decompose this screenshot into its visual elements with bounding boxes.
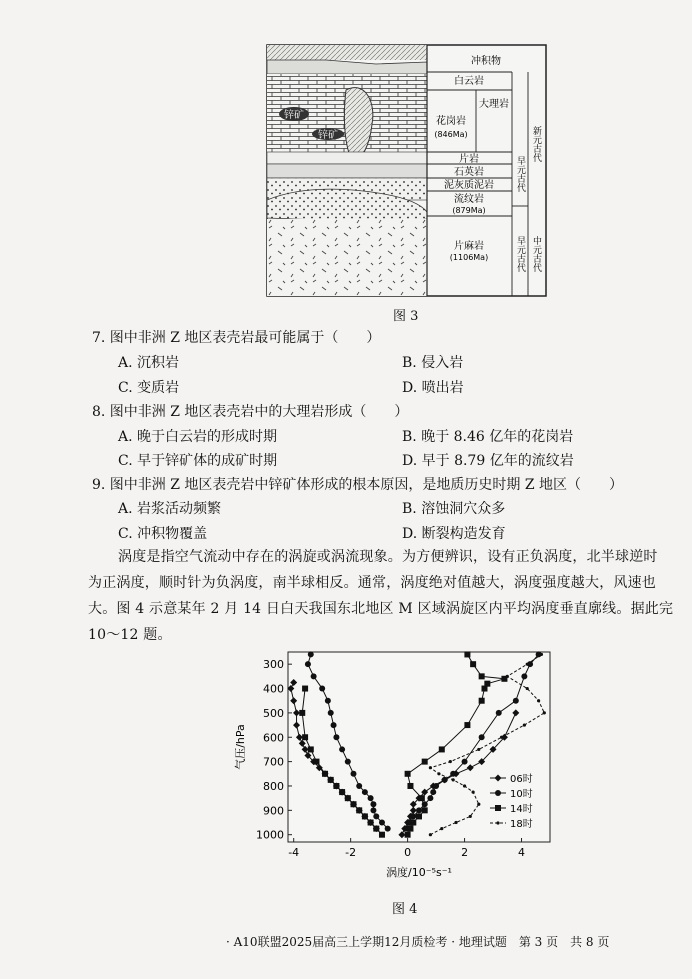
data-point	[479, 734, 485, 740]
data-point	[410, 813, 416, 819]
question-7-option-b: B. 侵入岩	[402, 355, 464, 371]
data-point	[345, 795, 351, 801]
data-point	[339, 789, 345, 795]
question-9-option-c: C. 冲积物覆盖	[118, 526, 208, 542]
passage-line-3: 大。图 4 示意某年 2 月 14 日白天我国东北地区 M 区域涡旋区内平均涡度垂直廓线。据此完	[88, 601, 674, 617]
data-point	[319, 686, 325, 692]
data-point	[305, 661, 311, 667]
data-point	[470, 661, 476, 667]
era-label-0: 新元古代	[531, 126, 541, 162]
data-point	[429, 833, 432, 836]
data-point	[495, 790, 501, 796]
y-tick-label: 700	[263, 755, 284, 769]
data-point	[368, 820, 374, 826]
data-point	[351, 801, 357, 807]
data-point	[308, 746, 314, 752]
data-point	[351, 771, 357, 777]
stratum-label-4: 片岩	[459, 154, 479, 165]
stratum-label-3: 花岗岩	[436, 116, 466, 127]
data-point	[479, 673, 485, 679]
data-point	[419, 795, 425, 801]
data-point	[506, 675, 509, 678]
passage-line-1: 涡度是指空气流动中存在的涡旋或涡流现象。为方便辨识，设有正负涡度，北半球逆时	[118, 549, 658, 565]
data-point	[479, 698, 485, 704]
data-point	[345, 759, 351, 765]
data-point	[299, 710, 305, 716]
data-point	[496, 710, 502, 716]
data-point	[513, 698, 519, 704]
data-point	[368, 795, 374, 801]
y-tick-label: 400	[263, 682, 284, 696]
y-tick-label: 900	[263, 804, 284, 818]
question-7-option-c: C. 变质岩	[118, 380, 180, 396]
ore-label-1: 锌矿	[284, 110, 304, 121]
data-point	[464, 722, 470, 728]
y-tick-label: 500	[263, 706, 284, 720]
era-label-2: 中元古代	[531, 236, 541, 272]
data-point	[405, 832, 411, 838]
data-point	[433, 783, 439, 789]
ore-label-2: 锌矿	[318, 130, 338, 141]
question-8-stem: 8. 图中非洲 Z 地区表壳岩中的大理岩形成（ ）	[92, 404, 409, 420]
data-point	[422, 759, 428, 765]
question-8-option-d: D. 早于 8.79 亿年的流纹岩	[402, 453, 574, 469]
data-point	[373, 826, 379, 832]
data-point	[370, 801, 376, 807]
data-point	[362, 789, 368, 795]
data-point	[427, 795, 433, 801]
data-point	[496, 821, 499, 824]
data-point	[537, 699, 540, 702]
data-point	[454, 821, 457, 824]
stratum-age-7: (879Ma)	[452, 206, 486, 215]
data-point	[540, 653, 543, 656]
passage-line-2: 为正涡度，顺时针为负涡度，南半球相反。通常，涡度绝对值越大，涡度强度越大，风速也	[88, 575, 656, 591]
x-tick-label: -4	[288, 846, 300, 859]
y-tick-label: 300	[263, 658, 284, 672]
figure3-stratigraphic-column	[266, 44, 548, 298]
legend-label: 10时	[510, 789, 533, 800]
question-8-option-b: B. 晚于 8.46 亿年的花岗岩	[402, 429, 574, 445]
data-point	[416, 813, 422, 819]
x-tick-label: -2	[345, 846, 357, 859]
data-point	[429, 766, 432, 769]
stratum-age-3: (846Ma)	[434, 130, 468, 139]
data-point	[430, 789, 436, 795]
data-point	[437, 772, 440, 775]
data-point	[362, 813, 368, 819]
question-7-option-a: A. 沉积岩	[118, 355, 180, 371]
data-point	[526, 663, 529, 666]
data-point	[370, 807, 376, 813]
page-footer: · A10联盟2025届高三上学期12月质检考 · 地理试题 第 3 页 共 8 页	[226, 935, 610, 949]
legend-label: 06时	[510, 774, 533, 785]
data-point	[464, 651, 470, 657]
data-point	[302, 734, 308, 740]
stratum-label-1: 白云岩	[454, 76, 484, 87]
data-point	[385, 826, 391, 832]
stratum-age-8: (1106Ma)	[449, 253, 489, 262]
data-point	[313, 759, 319, 765]
data-point	[356, 807, 362, 813]
question-9-option-b: B. 溶蚀洞穴众多	[402, 501, 506, 517]
stratum-label-7: 流纹岩	[454, 194, 484, 205]
data-point	[495, 805, 501, 811]
data-point	[379, 832, 385, 838]
data-point	[325, 698, 331, 704]
data-point	[410, 820, 416, 826]
x-tick-label: 0	[404, 846, 412, 859]
data-point	[379, 820, 385, 826]
data-point	[463, 784, 466, 787]
data-point	[477, 803, 480, 806]
y-axis-label: 气压/hPa	[234, 724, 247, 770]
data-point	[526, 687, 529, 690]
x-tick-label: 2	[461, 846, 469, 859]
data-point	[407, 783, 413, 789]
question-9-option-a: A. 岩浆活动频繁	[118, 501, 222, 517]
passage-line-4: 10～12 题。	[88, 627, 172, 643]
question-7-option-d: D. 喷出岩	[402, 380, 464, 396]
question-8-option-c: C. 早于锌矿体的成矿时期	[118, 453, 278, 469]
data-point	[484, 681, 490, 687]
data-point	[477, 748, 480, 751]
question-9-option-d: D. 断裂构造发育	[402, 526, 506, 542]
data-point	[339, 746, 345, 752]
data-point	[416, 807, 422, 813]
stratum-label-0: 冲积物	[471, 56, 501, 67]
stratum-label-6: 泥灰质泥岩	[444, 180, 494, 191]
data-point	[472, 790, 475, 793]
data-point	[356, 783, 362, 789]
legend-label: 18时	[510, 819, 533, 830]
x-tick-label: 4	[518, 846, 526, 859]
y-tick-label: 800	[263, 779, 284, 793]
data-point	[333, 734, 339, 740]
data-point	[452, 778, 455, 781]
figure4-vorticity-chart	[230, 644, 570, 894]
passage	[0, 544, 692, 648]
data-point	[543, 711, 546, 714]
stratum-label-5: 石英岩	[454, 167, 484, 178]
data-point	[500, 736, 503, 739]
y-tick-label: 600	[263, 731, 284, 745]
data-point	[462, 759, 468, 765]
data-point	[521, 673, 527, 679]
data-point	[331, 722, 337, 728]
data-point	[302, 686, 308, 692]
data-point	[439, 746, 445, 752]
data-point	[405, 771, 411, 777]
figure4-caption: 图 4	[392, 902, 418, 917]
data-point	[311, 673, 317, 679]
data-point	[442, 777, 448, 783]
question-8-option-a: A. 晚于白云岩的形成时期	[118, 429, 278, 445]
era-side-0: 早元古代	[515, 236, 525, 272]
question-9-stem: 9. 图中非洲 Z 地区表壳岩中锌矿体形成的根本原因，是地质历史时期 Z 地区（ ）	[92, 477, 624, 493]
y-tick-label: 1000	[256, 828, 284, 842]
data-point	[407, 826, 413, 832]
data-point	[450, 771, 456, 777]
strata-drawing	[267, 45, 427, 296]
x-axis-label: 涡度/10⁻⁵s⁻¹	[386, 866, 452, 879]
data-point	[523, 723, 526, 726]
data-point	[308, 651, 314, 657]
data-point	[328, 710, 334, 716]
era-label-1: 早元古代	[515, 156, 525, 192]
data-point	[333, 783, 339, 789]
legend-label: 14时	[510, 804, 533, 815]
stratum-label-2: 大理岩	[479, 99, 509, 110]
figure3-caption: 图 3	[393, 309, 419, 324]
data-point	[440, 827, 443, 830]
data-point	[373, 813, 379, 819]
stratum-label-8: 片麻岩	[454, 241, 484, 252]
data-point	[449, 760, 452, 763]
data-point	[469, 815, 472, 818]
question-7-stem: 7. 图中非洲 Z 地区表壳岩最可能属于（ ）	[92, 330, 381, 346]
data-point	[328, 777, 334, 783]
data-point	[322, 771, 328, 777]
data-point	[422, 807, 428, 813]
